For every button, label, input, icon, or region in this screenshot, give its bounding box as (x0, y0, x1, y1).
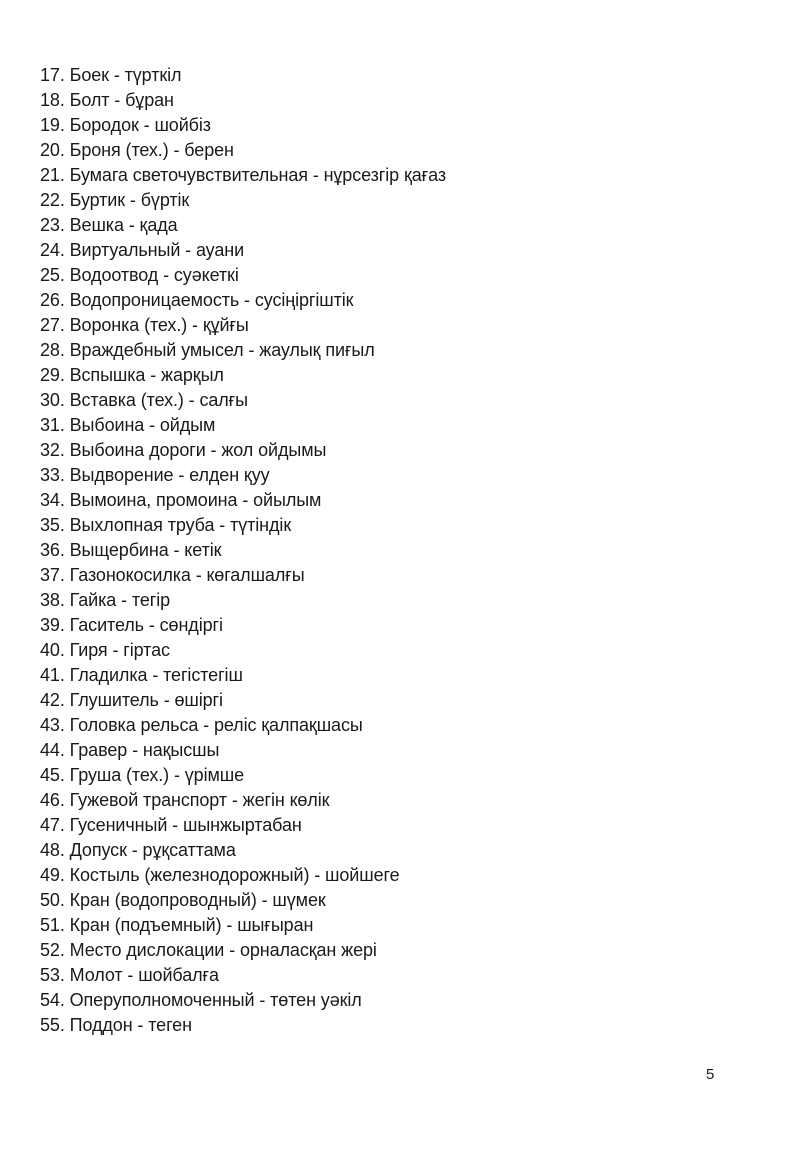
glossary-entry: 49. Костыль (железнодорожный) - шойшеге (40, 865, 400, 885)
glossary-entry: 18. Болт - бұран (40, 90, 174, 110)
glossary-entry: 37. Газонокосилка - көгалшалғы (40, 565, 305, 585)
glossary-entry: 46. Гужевой транспорт - жегін көлік (40, 790, 330, 810)
glossary-entry: 34. Вымоина, промоина - ойылым (40, 490, 322, 510)
glossary-entry: 24. Виртуальный - ауани (40, 240, 245, 260)
glossary-entry: 50. Кран (водопроводный) - шүмек (40, 890, 326, 910)
glossary-entry: 25. Водоотвод - суәкеткі (40, 265, 239, 285)
glossary-entry: 23. Вешка - қада (40, 215, 178, 235)
glossary-entry: 30. Вставка (тех.) - салғы (40, 390, 248, 410)
glossary-entry: 38. Гайка - тегір (40, 590, 171, 610)
glossary-entry: 29. Вспышка - жарқыл (40, 365, 224, 385)
glossary-entry: 35. Выхлопная труба - түтіндік (40, 515, 292, 535)
glossary-entry: 42. Глушитель - өшіргі (40, 690, 223, 710)
glossary-entry: 28. Враждебный умысел - жаулық пиғыл (40, 340, 375, 360)
glossary-entry: 20. Броня (тех.) - берен (40, 140, 234, 160)
glossary-entry: 47. Гусеничный - шынжыртабан (40, 815, 302, 835)
glossary-entry: 17. Боек - түрткіл (40, 65, 182, 85)
glossary-entry: 26. Водопроницаемость - сусіңіргіштік (40, 290, 354, 310)
glossary-entry: 45. Груша (тех.) - үрімше (40, 765, 244, 785)
page-number: 5 (706, 1066, 715, 1083)
glossary-list (40, 63, 446, 1038)
glossary-entry: 48. Допуск - рұқсаттама (40, 840, 236, 860)
glossary-entry: 21. Бумага светочувствительная - нұрсезгір қағаз (40, 165, 446, 185)
glossary-entry: 19. Бородок - шойбіз (40, 115, 211, 135)
glossary-entry: 52. Место дислокации - орналасқан жері (40, 940, 377, 960)
glossary-entry: 53. Молот - шойбалға (40, 965, 219, 985)
glossary-entry: 33. Выдворение - елден қуу (40, 465, 270, 485)
glossary-entry: 39. Гаситель - сөндіргі (40, 615, 223, 635)
glossary-entry: 41. Гладилка - тегістегіш (40, 665, 243, 685)
glossary-entry: 51. Кран (подъемный) - шығыран (40, 915, 314, 935)
glossary-entry: 40. Гиря - гіртас (40, 640, 170, 660)
glossary-entry: 54. Оперуполномоченный - төтен уәкіл (40, 990, 362, 1010)
glossary-entry: 27. Воронка (тех.) - құйғы (40, 315, 249, 335)
glossary-entry: 55. Поддон - теген (40, 1015, 192, 1035)
glossary-entry: 22. Буртик - бүртік (40, 190, 190, 210)
glossary-entry: 36. Выщербина - кетік (40, 540, 222, 560)
glossary-entry: 44. Гравер - нақысшы (40, 740, 220, 760)
glossary-entry: 43. Головка рельса - реліс қалпақшасы (40, 715, 363, 735)
glossary-entry: 32. Выбоина дороги - жол ойдымы (40, 440, 327, 460)
glossary-entry: 31. Выбоина - ойдым (40, 415, 216, 435)
